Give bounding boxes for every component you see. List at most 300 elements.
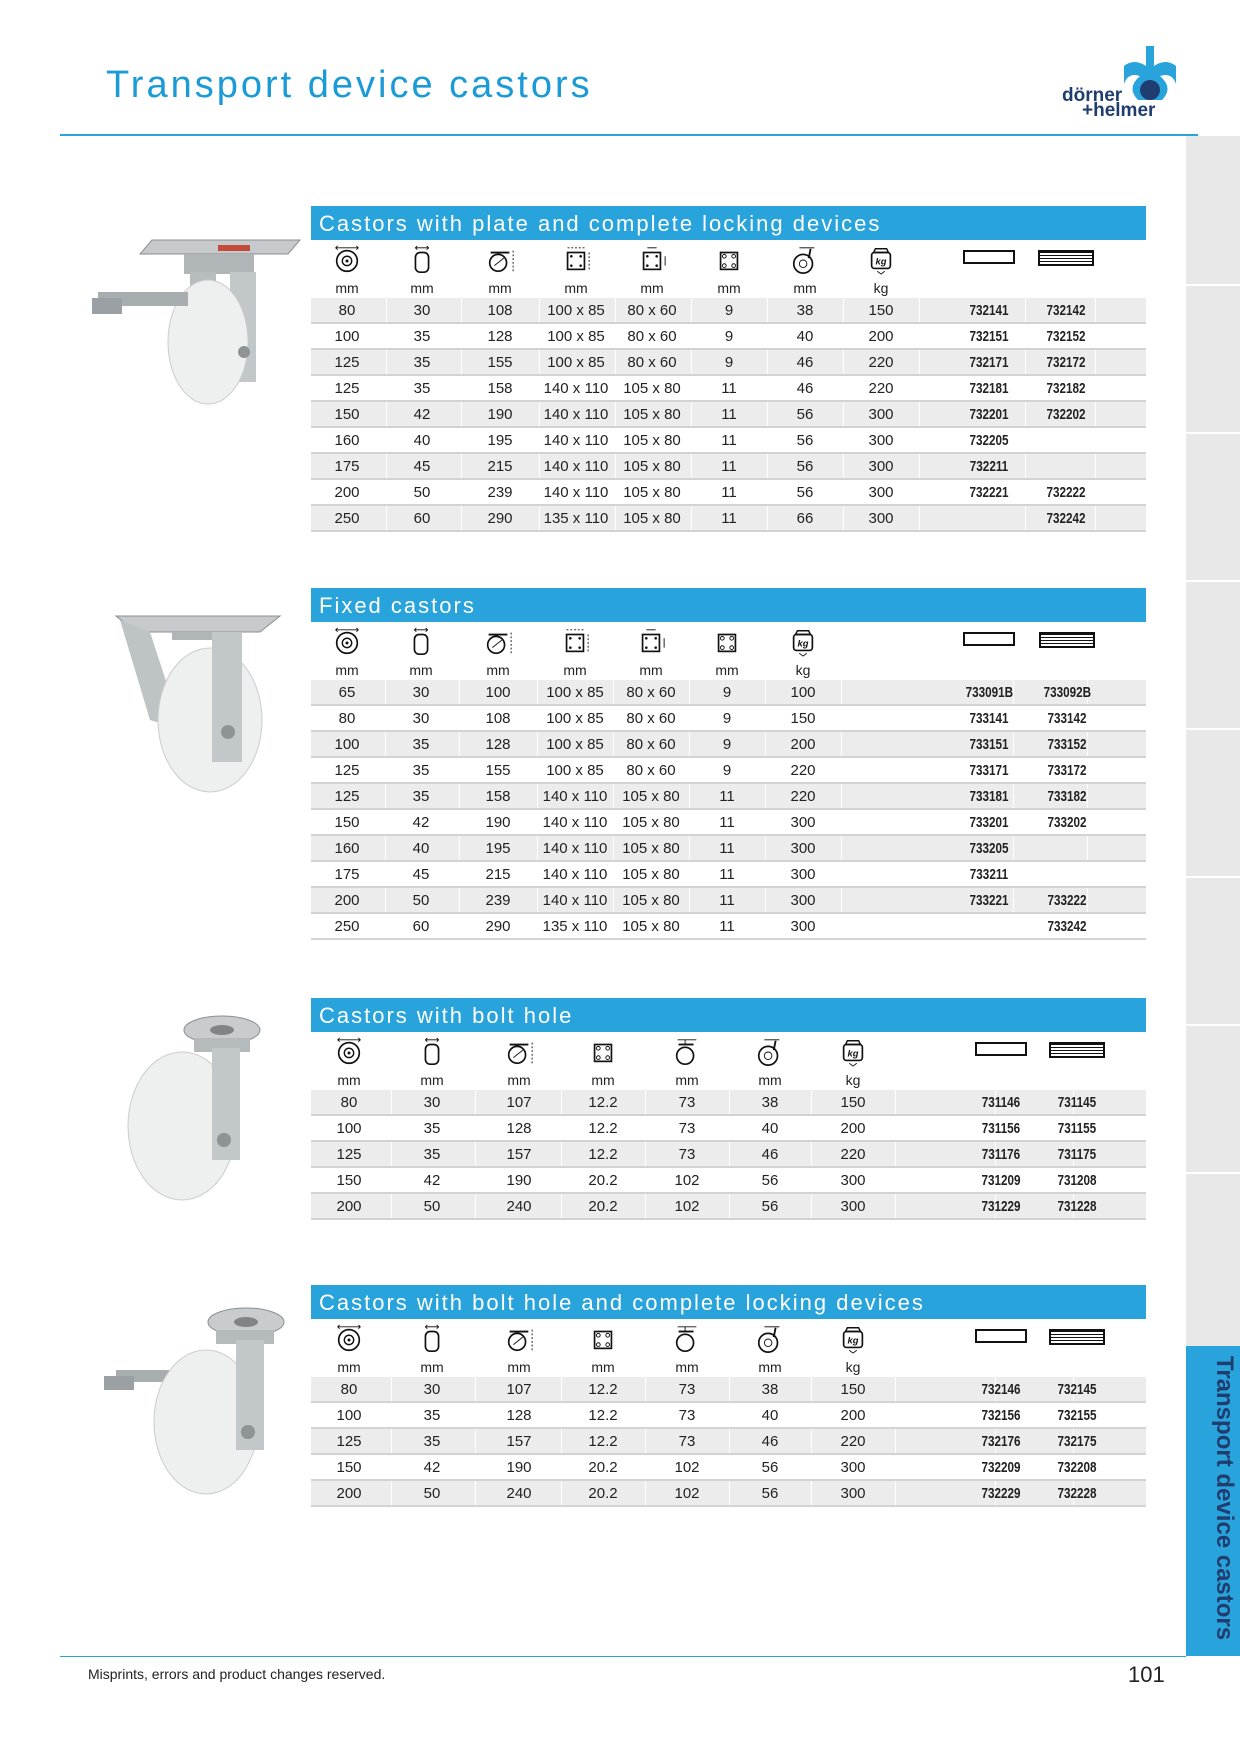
column-divider xyxy=(689,758,690,782)
register-divider xyxy=(1186,728,1240,730)
article-number-plain[interactable]: 732156 xyxy=(981,1407,1021,1424)
table-cell: 40 xyxy=(761,1120,779,1137)
column-divider xyxy=(841,680,842,704)
column-divider xyxy=(895,1142,896,1166)
column-divider xyxy=(1087,836,1088,860)
article-number-profiled[interactable]: 732142 xyxy=(1046,302,1086,319)
column-divider xyxy=(561,1481,562,1505)
column-divider xyxy=(895,1194,896,1218)
column-divider xyxy=(537,810,538,834)
column-divider xyxy=(645,1168,646,1192)
column-divider xyxy=(919,350,920,374)
table-cell: 300 xyxy=(790,918,816,935)
column-divider xyxy=(645,1142,646,1166)
table-row[interactable] xyxy=(311,506,1146,532)
article-number-plain[interactable]: 732221 xyxy=(969,484,1009,501)
table-row[interactable] xyxy=(311,1116,1146,1142)
table-row[interactable] xyxy=(311,784,1146,810)
table-cell: 100 xyxy=(790,684,816,701)
article-number-plain[interactable]: 732176 xyxy=(981,1433,1021,1450)
table-cell: 12.2 xyxy=(588,1094,618,1111)
column-divider xyxy=(767,480,768,504)
wheel-width-icon xyxy=(402,245,442,275)
table-row[interactable] xyxy=(311,810,1146,836)
column-divider xyxy=(767,454,768,478)
article-number-profiled[interactable]: 733152 xyxy=(1047,736,1087,753)
table-cell: 125 xyxy=(334,762,360,779)
footer-divider xyxy=(60,1656,1186,1657)
plate-size-icon xyxy=(556,245,596,275)
article-number-plain[interactable]: 733141 xyxy=(969,710,1009,727)
offset-icon xyxy=(750,1037,790,1067)
article-plain-tread-icon xyxy=(975,1042,1027,1056)
table-cell: 240 xyxy=(506,1198,532,1215)
table-cell: 102 xyxy=(674,1198,700,1215)
column-divider xyxy=(841,784,842,808)
column-divider xyxy=(645,1377,646,1401)
column-divider xyxy=(811,1481,812,1505)
table-cell: 73 xyxy=(678,1094,696,1111)
table-row[interactable] xyxy=(311,862,1146,888)
article-number-profiled[interactable]: 732242 xyxy=(1046,510,1086,527)
table-cell: 100 x 85 xyxy=(547,354,605,371)
column-divider xyxy=(843,298,844,322)
table-cell: 45 xyxy=(413,458,431,475)
page-number: 101 xyxy=(1128,1662,1165,1687)
unit-label: mm xyxy=(758,1072,782,1088)
table-row[interactable] xyxy=(311,454,1146,480)
article-number-plain[interactable]: 732151 xyxy=(969,328,1009,345)
article-number-plain[interactable]: 732211 xyxy=(969,458,1009,475)
column-divider xyxy=(811,1377,812,1401)
column-divider xyxy=(1025,402,1026,426)
table-row[interactable] xyxy=(311,350,1146,376)
column-divider xyxy=(1095,402,1096,426)
table-cell: 80 x 60 xyxy=(626,684,676,701)
column-divider xyxy=(459,706,460,730)
table-cell: 150 xyxy=(336,1172,362,1189)
column-divider xyxy=(615,428,616,452)
table-cell: 140 x 110 xyxy=(542,788,608,805)
table-cell: 220 xyxy=(790,762,816,779)
table-cell: 80 x 60 xyxy=(627,302,677,319)
article-profiled-tread-icon xyxy=(1038,250,1094,266)
footer-note: Misprints, errors and product changes reserved. xyxy=(88,1666,386,1682)
article-number-plain[interactable]: 733171 xyxy=(969,762,1009,779)
column-divider xyxy=(691,350,692,374)
column-divider xyxy=(1095,506,1096,530)
article-number-plain[interactable]: 732201 xyxy=(969,406,1009,423)
wheel-diameter-icon xyxy=(327,245,367,275)
article-number-profiled[interactable]: 732208 xyxy=(1057,1459,1097,1476)
table-row[interactable] xyxy=(311,1090,1146,1116)
table-cell: 200 xyxy=(334,892,360,909)
article-number-plain[interactable]: 732141 xyxy=(969,302,1009,319)
table-cell: 9 xyxy=(724,354,734,371)
article-number-plain[interactable]: 733221 xyxy=(969,892,1009,909)
table-cell: 56 xyxy=(796,432,814,449)
table-cell: 300 xyxy=(840,1459,866,1476)
column-divider xyxy=(391,1168,392,1192)
column-divider xyxy=(689,810,690,834)
table-cell: 102 xyxy=(674,1172,700,1189)
column-divider xyxy=(691,402,692,426)
article-number-profiled[interactable]: 731155 xyxy=(1057,1120,1097,1137)
article-number-profiled[interactable]: 733242 xyxy=(1047,918,1087,935)
column-divider xyxy=(475,1090,476,1114)
article-number-profiled[interactable]: 732228 xyxy=(1057,1485,1097,1502)
article-number-profiled[interactable]: 732155 xyxy=(1057,1407,1097,1424)
column-divider xyxy=(765,758,766,782)
column-divider xyxy=(765,914,766,938)
column-divider xyxy=(765,784,766,808)
brand-logo-text xyxy=(1062,85,1156,121)
column-divider xyxy=(767,324,768,348)
column-divider xyxy=(767,402,768,426)
table-cell: 105 x 80 xyxy=(623,484,681,501)
column-divider xyxy=(391,1429,392,1453)
table-row[interactable] xyxy=(311,298,1146,324)
column-divider xyxy=(841,914,842,938)
table-cell: 38 xyxy=(761,1381,779,1398)
table-cell: 300 xyxy=(868,432,894,449)
column-divider xyxy=(765,732,766,756)
article-number-profiled[interactable]: 731208 xyxy=(1057,1172,1097,1189)
article-number-plain[interactable]: 733205 xyxy=(969,840,1009,857)
column-divider xyxy=(1013,784,1014,808)
table-cell: 158 xyxy=(487,380,513,397)
article-number-plain[interactable]: 731229 xyxy=(981,1198,1021,1215)
article-plain-tread-icon xyxy=(975,1329,1027,1343)
offset-icon xyxy=(750,1324,790,1354)
table-cell: 155 xyxy=(487,354,513,371)
table-row[interactable] xyxy=(311,1429,1146,1455)
bolt-hole-spacing-icon xyxy=(632,245,672,275)
article-number-plain[interactable]: 733181 xyxy=(969,788,1009,805)
article-number-profiled[interactable]: 733092B xyxy=(1043,684,1092,701)
column-divider xyxy=(391,1403,392,1427)
column-divider xyxy=(689,732,690,756)
table-row[interactable] xyxy=(311,324,1146,350)
column-divider xyxy=(843,324,844,348)
article-number-profiled[interactable]: 733182 xyxy=(1047,788,1087,805)
bolt-hole-diameter-icon xyxy=(583,1037,623,1067)
table-cell: 35 xyxy=(412,762,430,779)
column-divider xyxy=(391,1116,392,1140)
column-divider xyxy=(841,706,842,730)
table-cell: 11 xyxy=(721,380,737,397)
table-cell: 195 xyxy=(487,432,513,449)
article-number-plain[interactable]: 733211 xyxy=(969,866,1009,883)
bolt-hole-diameter-icon xyxy=(707,627,747,657)
unit-label: mm xyxy=(337,1359,361,1375)
article-number-plain[interactable]: 732205 xyxy=(969,432,1009,449)
article-number-plain[interactable]: 731209 xyxy=(981,1172,1021,1189)
table-cell: 125 xyxy=(336,1433,362,1450)
column-divider xyxy=(841,862,842,886)
article-number-profiled[interactable]: 733142 xyxy=(1047,710,1087,727)
table-row[interactable] xyxy=(311,1194,1146,1220)
table-cell: 300 xyxy=(840,1198,866,1215)
table-cell: 128 xyxy=(485,736,511,753)
table-cell: 150 xyxy=(334,814,360,831)
table-cell: 11 xyxy=(721,484,737,501)
column-divider xyxy=(475,1194,476,1218)
table-row[interactable] xyxy=(311,914,1146,940)
table-cell: 30 xyxy=(413,302,431,319)
article-number-plain[interactable]: 733091B xyxy=(965,684,1014,701)
table-row[interactable] xyxy=(311,888,1146,914)
column-divider xyxy=(645,1481,646,1505)
table-cell: 100 x 85 xyxy=(547,302,605,319)
column-divider xyxy=(613,836,614,860)
table-cell: 35 xyxy=(413,354,431,371)
table-cell: 135 x 110 xyxy=(543,510,609,527)
column-divider xyxy=(811,1142,812,1166)
table-cell: 45 xyxy=(412,866,430,883)
column-divider xyxy=(895,1377,896,1401)
column-divider xyxy=(895,1403,896,1427)
column-divider xyxy=(537,680,538,704)
article-number-plain[interactable]: 732171 xyxy=(969,354,1009,371)
column-divider xyxy=(811,1403,812,1427)
section-plate-locking xyxy=(311,206,1146,532)
overall-height-icon xyxy=(499,1324,539,1354)
column-divider xyxy=(729,1455,730,1479)
article-number-profiled[interactable]: 731145 xyxy=(1057,1094,1097,1111)
column-divider xyxy=(1013,706,1014,730)
table-cell: 100 xyxy=(334,736,360,753)
table-cell: 160 xyxy=(334,840,360,857)
table-cell: 60 xyxy=(412,918,430,935)
article-number-plain[interactable]: 733201 xyxy=(969,814,1009,831)
unit-label: mm xyxy=(564,280,588,296)
article-number-profiled[interactable]: 732175 xyxy=(1057,1433,1097,1450)
table-cell: 200 xyxy=(334,484,360,501)
column-divider xyxy=(1013,810,1014,834)
table-cell: 100 x 85 xyxy=(546,710,604,727)
unit-label: kg xyxy=(873,280,889,296)
column-divider xyxy=(1025,506,1026,530)
table-row[interactable] xyxy=(311,428,1146,454)
column-divider xyxy=(1095,298,1096,322)
article-number-plain[interactable]: 732209 xyxy=(981,1459,1021,1476)
register-divider xyxy=(1186,284,1240,286)
register-tab-label: Transport device castors xyxy=(1211,1356,1238,1641)
column-divider xyxy=(461,480,462,504)
column-divider xyxy=(811,1429,812,1453)
table-cell: 56 xyxy=(761,1198,779,1215)
table-cell: 140 x 110 xyxy=(543,458,609,475)
column-divider xyxy=(765,888,766,912)
column-divider xyxy=(561,1377,562,1401)
table-cell: 200 xyxy=(840,1407,866,1424)
table-cell: 12.2 xyxy=(588,1146,618,1163)
column-divider xyxy=(613,706,614,730)
table-row[interactable] xyxy=(311,376,1146,402)
column-divider xyxy=(537,862,538,886)
article-number-profiled[interactable]: 732202 xyxy=(1046,406,1086,423)
unit-label: mm xyxy=(409,662,433,678)
unit-label: mm xyxy=(793,280,817,296)
column-divider xyxy=(689,706,690,730)
column-divider xyxy=(895,1116,896,1140)
column-divider xyxy=(539,454,540,478)
column-divider xyxy=(1013,862,1014,886)
column-divider xyxy=(1025,454,1026,478)
column-divider xyxy=(689,784,690,808)
unit-label: mm xyxy=(639,662,663,678)
column-divider xyxy=(459,810,460,834)
table-cell: 35 xyxy=(412,788,430,805)
table-cell: 107 xyxy=(506,1094,532,1111)
article-number-plain[interactable]: 732146 xyxy=(981,1381,1021,1398)
table-cell: 46 xyxy=(761,1433,779,1450)
article-number-profiled[interactable]: 733202 xyxy=(1047,814,1087,831)
svg-text:kg: kg xyxy=(797,638,809,649)
table-cell: 200 xyxy=(336,1485,362,1502)
table-row[interactable] xyxy=(311,1403,1146,1429)
section-bolt-hole-locking xyxy=(311,1285,1146,1507)
table-cell: 20.2 xyxy=(588,1198,618,1215)
column-divider xyxy=(919,428,920,452)
column-divider xyxy=(615,506,616,530)
column-divider xyxy=(391,1090,392,1114)
column-divider xyxy=(645,1403,646,1427)
unit-label: kg xyxy=(845,1072,861,1088)
table-row[interactable] xyxy=(311,1481,1146,1507)
unit-label: mm xyxy=(420,1359,444,1375)
article-number-plain[interactable]: 732181 xyxy=(969,380,1009,397)
load-capacity-icon xyxy=(833,1037,873,1067)
column-divider xyxy=(539,428,540,452)
table-cell: 12.2 xyxy=(588,1407,618,1424)
table-row[interactable] xyxy=(311,1142,1146,1168)
column-divider xyxy=(459,836,460,860)
table-cell: 50 xyxy=(423,1485,441,1502)
table-cell: 220 xyxy=(840,1146,866,1163)
swivel-radius-icon xyxy=(667,1037,707,1067)
table-cell: 38 xyxy=(796,302,814,319)
column-divider xyxy=(613,758,614,782)
article-number-profiled[interactable]: 731175 xyxy=(1057,1146,1097,1163)
table-cell: 155 xyxy=(485,762,511,779)
column-divider xyxy=(459,914,460,938)
article-number-profiled[interactable]: 732152 xyxy=(1046,328,1086,345)
column-divider xyxy=(613,784,614,808)
table-row[interactable] xyxy=(311,1377,1146,1403)
table-row[interactable] xyxy=(311,680,1146,706)
table-cell: 140 x 110 xyxy=(543,380,609,397)
table-row[interactable] xyxy=(311,758,1146,784)
article-number-profiled[interactable]: 732182 xyxy=(1046,380,1086,397)
table-row[interactable] xyxy=(311,732,1146,758)
table-row[interactable] xyxy=(311,402,1146,428)
column-divider xyxy=(613,680,614,704)
column-divider xyxy=(537,888,538,912)
table-cell: 100 xyxy=(336,1407,362,1424)
table-cell: 50 xyxy=(413,484,431,501)
article-number-plain[interactable]: 732229 xyxy=(981,1485,1021,1502)
article-number-plain[interactable]: 731146 xyxy=(981,1094,1021,1111)
table-cell: 175 xyxy=(334,458,360,475)
unit-label: mm xyxy=(675,1072,699,1088)
table-cell: 250 xyxy=(334,510,360,527)
column-divider xyxy=(919,402,920,426)
column-divider xyxy=(475,1481,476,1505)
plate-size-icon xyxy=(555,627,595,657)
column-divider xyxy=(561,1168,562,1192)
column-divider xyxy=(475,1142,476,1166)
column-divider xyxy=(645,1116,646,1140)
article-number-profiled[interactable]: 731228 xyxy=(1057,1198,1097,1215)
column-divider xyxy=(843,376,844,400)
column-divider xyxy=(561,1090,562,1114)
article-number-plain[interactable]: 731176 xyxy=(981,1146,1021,1163)
column-divider xyxy=(843,480,844,504)
table-row[interactable] xyxy=(311,1455,1146,1481)
table-row[interactable] xyxy=(311,836,1146,862)
column-divider xyxy=(459,680,460,704)
table-cell: 105 x 80 xyxy=(623,458,681,475)
column-divider xyxy=(615,402,616,426)
table-cell: 11 xyxy=(719,866,735,883)
icon-header-row xyxy=(311,1319,1146,1357)
table-cell: 9 xyxy=(722,684,732,701)
table-cell: 35 xyxy=(413,380,431,397)
table-cell: 9 xyxy=(722,736,732,753)
column-divider xyxy=(811,1455,812,1479)
column-divider xyxy=(765,680,766,704)
column-divider xyxy=(475,1429,476,1453)
column-divider xyxy=(895,1168,896,1192)
table-cell: 100 xyxy=(485,684,511,701)
table-cell: 100 xyxy=(336,1120,362,1137)
column-divider xyxy=(729,1403,730,1427)
column-divider xyxy=(391,1455,392,1479)
table-row[interactable] xyxy=(311,480,1146,506)
unit-row xyxy=(311,660,1146,680)
article-number-profiled[interactable]: 732145 xyxy=(1057,1381,1097,1398)
table-cell: 220 xyxy=(868,380,894,397)
article-number-profiled[interactable]: 733172 xyxy=(1047,762,1087,779)
article-number-profiled[interactable]: 732172 xyxy=(1046,354,1086,371)
table-row[interactable] xyxy=(311,706,1146,732)
unit-label: mm xyxy=(488,280,512,296)
table-cell: 66 xyxy=(796,510,814,527)
table-cell: 300 xyxy=(868,458,894,475)
column-divider xyxy=(919,324,920,348)
article-number-profiled[interactable]: 733222 xyxy=(1047,892,1087,909)
article-number-profiled[interactable]: 732222 xyxy=(1046,484,1086,501)
table-cell: 105 x 80 xyxy=(623,432,681,449)
table-cell: 175 xyxy=(334,866,360,883)
article-number-plain[interactable]: 733151 xyxy=(969,736,1009,753)
column-divider xyxy=(767,350,768,374)
column-divider xyxy=(1025,350,1026,374)
table-cell: 42 xyxy=(412,814,430,831)
table-cell: 215 xyxy=(485,866,511,883)
unit-label: mm xyxy=(591,1072,615,1088)
column-divider xyxy=(729,1116,730,1140)
table-cell: 42 xyxy=(413,406,431,423)
article-number-plain[interactable]: 731156 xyxy=(981,1120,1021,1137)
unit-label: mm xyxy=(507,1072,531,1088)
table-cell: 42 xyxy=(423,1172,441,1189)
table-row[interactable] xyxy=(311,1168,1146,1194)
column-divider xyxy=(615,324,616,348)
table-cell: 35 xyxy=(412,736,430,753)
